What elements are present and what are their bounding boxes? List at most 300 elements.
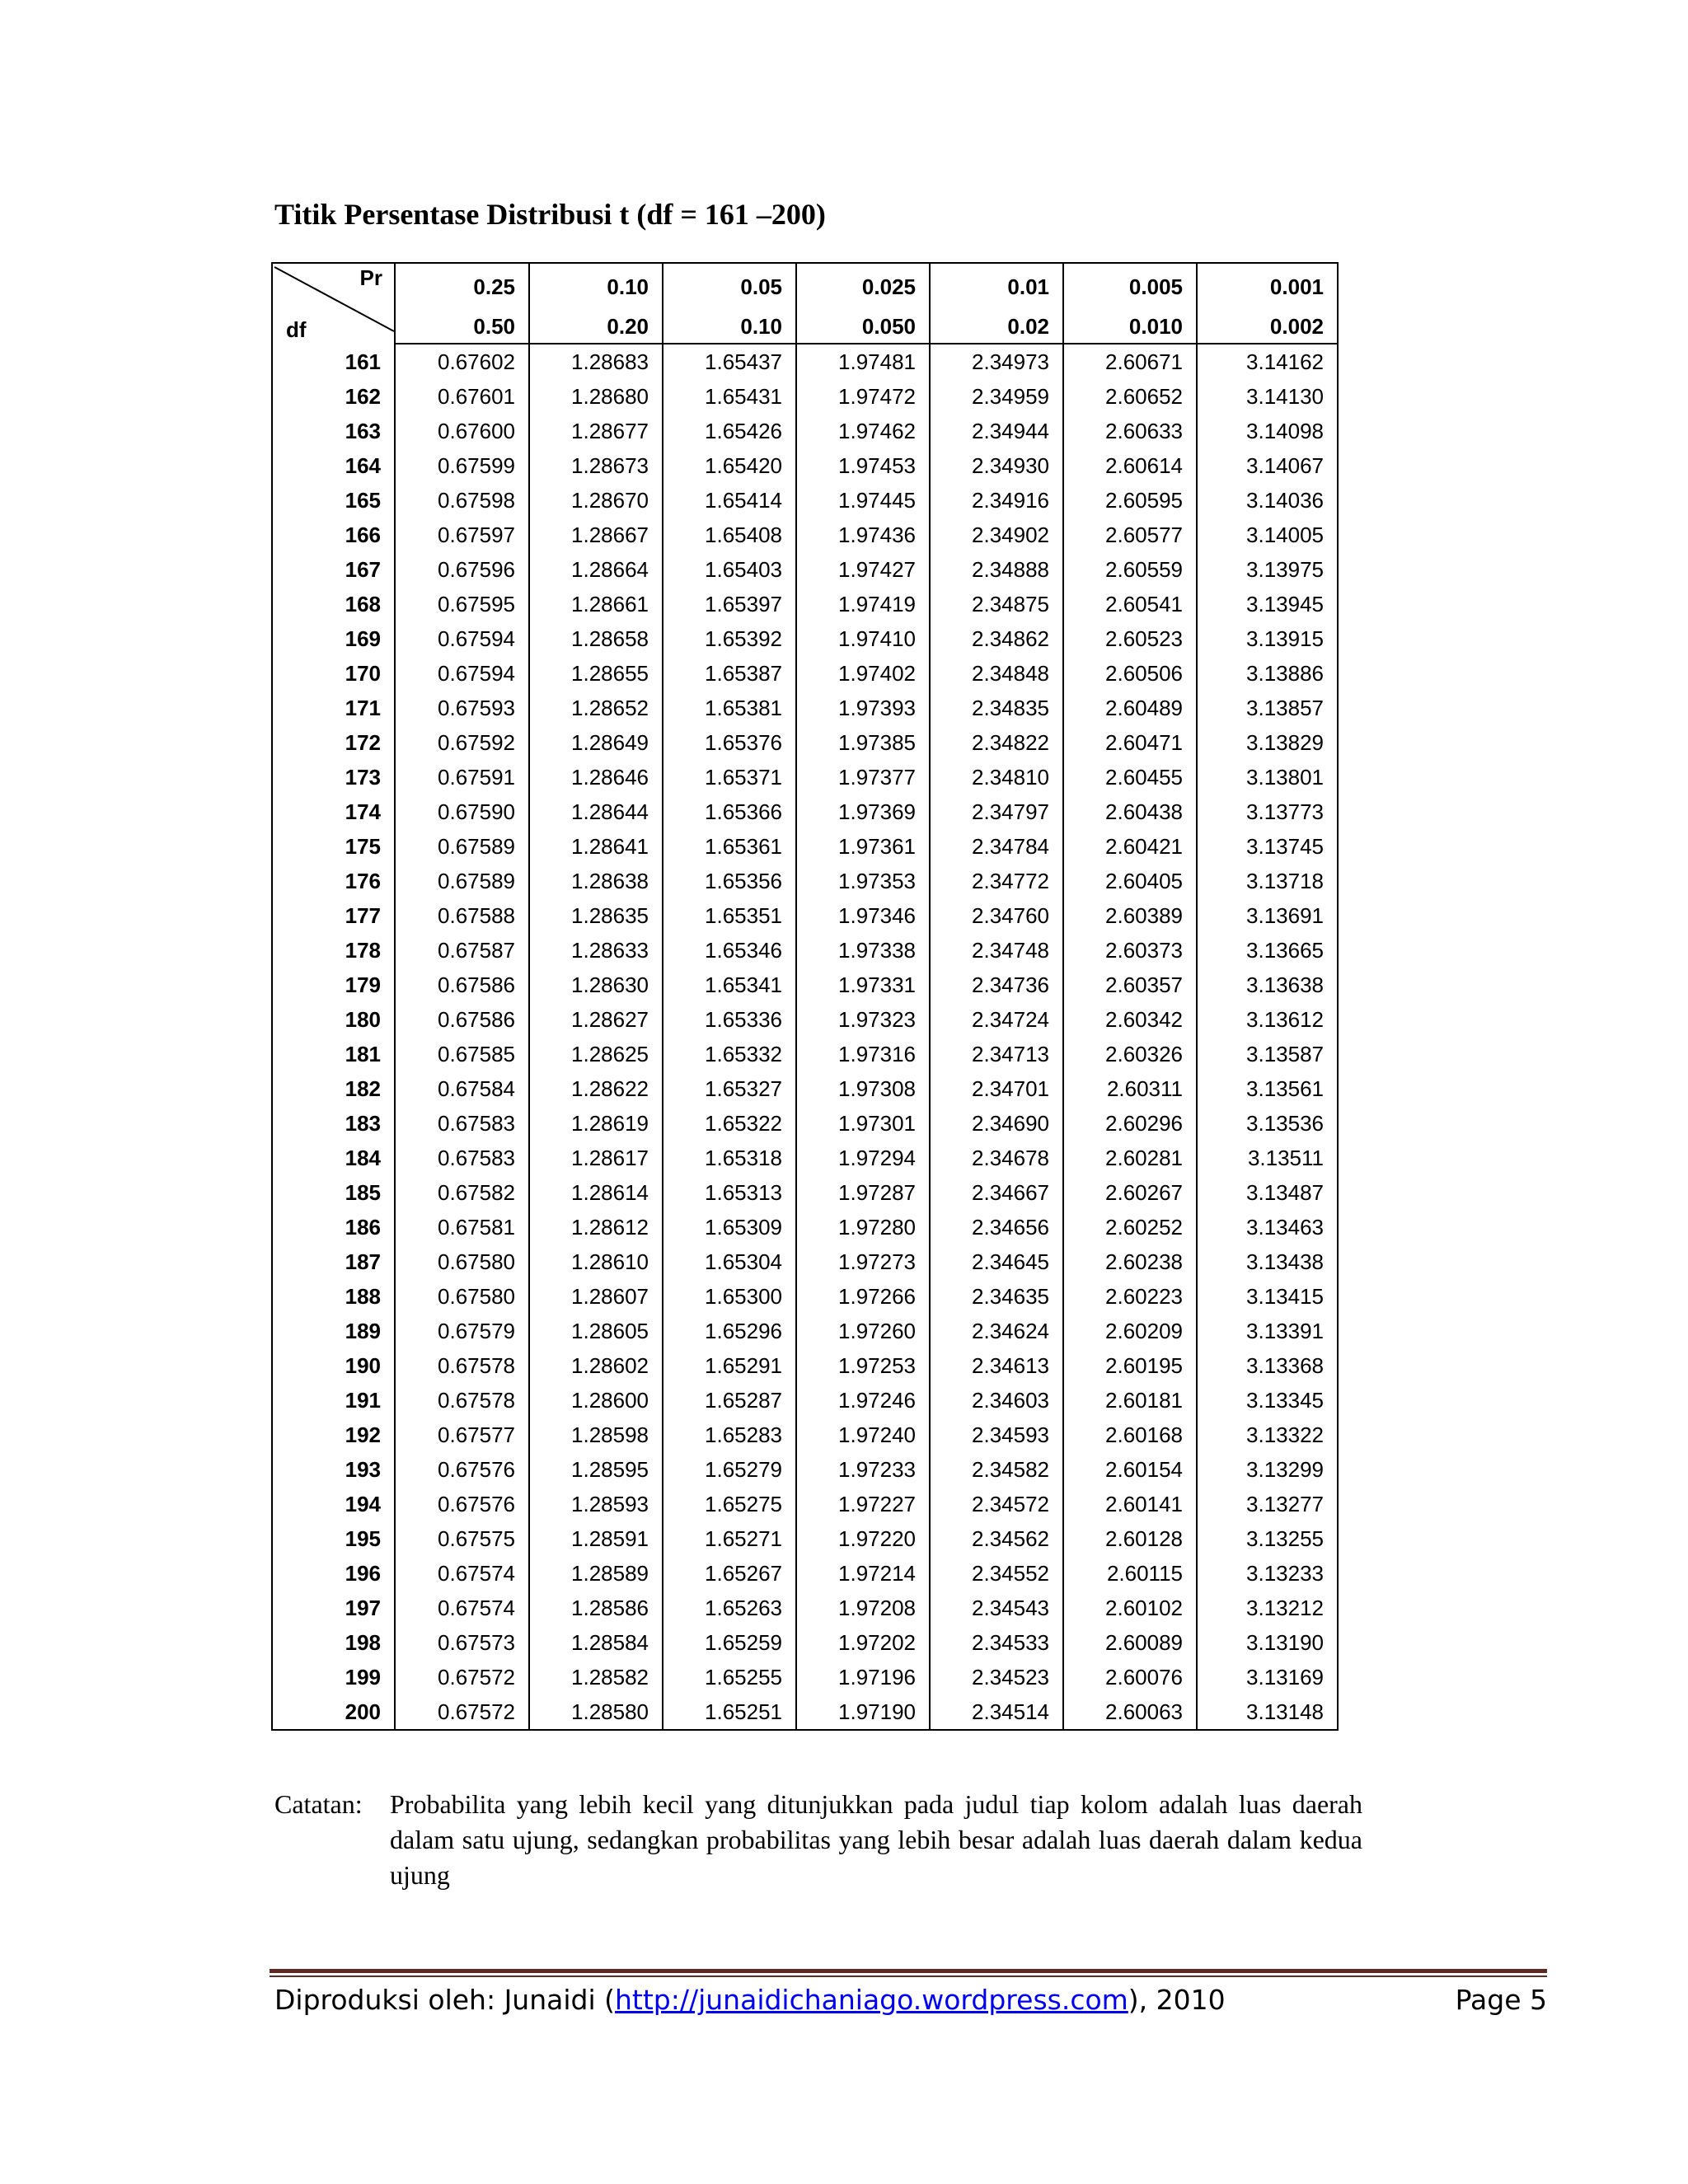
- pr-header-cell: 0.25: [395, 263, 529, 310]
- value-cell: 2.34875: [930, 587, 1063, 621]
- value-cell: 1.97220: [796, 1521, 930, 1556]
- value-cell: 1.97436: [796, 518, 930, 552]
- value-cell: 0.67583: [395, 1141, 529, 1175]
- table-body: [272, 344, 1338, 1730]
- value-cell: 2.34784: [930, 829, 1063, 864]
- df-cell: 173: [272, 760, 395, 794]
- value-cell: 1.97294: [796, 1141, 930, 1175]
- df-cell: 174: [272, 794, 395, 829]
- table-row: [272, 1383, 1338, 1418]
- value-cell: 1.65431: [663, 379, 796, 414]
- df-cell: 164: [272, 448, 395, 483]
- value-cell: 1.28584: [529, 1625, 663, 1660]
- df-cell: 181: [272, 1037, 395, 1071]
- value-cell: 1.65408: [663, 518, 796, 552]
- value-cell: 3.13801: [1197, 760, 1338, 794]
- value-cell: 2.60455: [1063, 760, 1197, 794]
- value-cell: 2.34930: [930, 448, 1063, 483]
- value-cell: 2.60209: [1063, 1314, 1197, 1348]
- value-cell: 1.28619: [529, 1106, 663, 1141]
- value-cell: 0.67589: [395, 829, 529, 864]
- table-row: [272, 414, 1338, 448]
- value-cell: 3.13169: [1197, 1660, 1338, 1694]
- value-cell: 2.60489: [1063, 691, 1197, 725]
- value-cell: 0.67578: [395, 1383, 529, 1418]
- value-cell: 2.60102: [1063, 1591, 1197, 1625]
- value-cell: 2.34572: [930, 1487, 1063, 1521]
- value-cell: 2.34822: [930, 725, 1063, 760]
- df-cell: 196: [272, 1556, 395, 1591]
- value-cell: 2.34944: [930, 414, 1063, 448]
- df-cell: 198: [272, 1625, 395, 1660]
- value-cell: 2.34888: [930, 552, 1063, 587]
- value-cell: 1.28655: [529, 656, 663, 691]
- df-cell: 189: [272, 1314, 395, 1348]
- value-cell: 2.60076: [1063, 1660, 1197, 1694]
- footer-rule: [270, 1969, 1547, 1977]
- value-cell: 0.67574: [395, 1591, 529, 1625]
- value-cell: 1.97190: [796, 1694, 930, 1730]
- value-cell: 2.60405: [1063, 864, 1197, 898]
- value-cell: 2.34973: [930, 344, 1063, 379]
- df-cell: 171: [272, 691, 395, 725]
- value-cell: 0.67575: [395, 1521, 529, 1556]
- t-distribution-table-container: [271, 262, 1337, 1731]
- value-cell: 1.65275: [663, 1487, 796, 1521]
- value-cell: 2.34902: [930, 518, 1063, 552]
- value-cell: 2.34667: [930, 1175, 1063, 1210]
- value-cell: 1.28614: [529, 1175, 663, 1210]
- value-cell: 1.97377: [796, 760, 930, 794]
- value-cell: 1.65279: [663, 1452, 796, 1487]
- value-cell: 1.97369: [796, 794, 930, 829]
- table-row: [272, 760, 1338, 794]
- value-cell: 1.28652: [529, 691, 663, 725]
- value-cell: 1.97253: [796, 1348, 930, 1383]
- table-row: [272, 725, 1338, 760]
- table-row: [272, 448, 1338, 483]
- value-cell: 2.34543: [930, 1591, 1063, 1625]
- value-cell: 2.34862: [930, 621, 1063, 656]
- value-cell: 1.97331: [796, 968, 930, 1002]
- value-cell: 2.60252: [1063, 1210, 1197, 1244]
- value-cell: 1.65403: [663, 552, 796, 587]
- value-cell: 1.97427: [796, 552, 930, 587]
- value-cell: 3.14098: [1197, 414, 1338, 448]
- value-cell: 1.97338: [796, 933, 930, 968]
- df-cell: 184: [272, 1141, 395, 1175]
- df-cell: 182: [272, 1071, 395, 1106]
- pr-header-cell: 0.01: [930, 263, 1063, 310]
- table-row: [272, 656, 1338, 691]
- value-cell: 1.65332: [663, 1037, 796, 1071]
- pr-header-cell: 0.02: [930, 310, 1063, 344]
- value-cell: 2.60342: [1063, 1002, 1197, 1037]
- value-cell: 1.97453: [796, 448, 930, 483]
- value-cell: 0.67580: [395, 1279, 529, 1314]
- value-cell: 1.97472: [796, 379, 930, 414]
- value-cell: 1.65351: [663, 898, 796, 933]
- value-cell: 2.60671: [1063, 344, 1197, 379]
- footer-link[interactable]: http://junaidichaniago.wordpress.com: [615, 1984, 1128, 2016]
- df-cell: 186: [272, 1210, 395, 1244]
- value-cell: 0.67595: [395, 587, 529, 621]
- footer-rule-thin: [270, 1975, 1547, 1977]
- value-cell: 1.97410: [796, 621, 930, 656]
- value-cell: 1.65397: [663, 587, 796, 621]
- value-cell: 1.65291: [663, 1348, 796, 1383]
- value-cell: 2.60541: [1063, 587, 1197, 621]
- value-cell: 1.28649: [529, 725, 663, 760]
- pr-header-cell: 0.20: [529, 310, 663, 344]
- value-cell: 3.13536: [1197, 1106, 1338, 1141]
- value-cell: 0.67601: [395, 379, 529, 414]
- value-cell: 0.67594: [395, 656, 529, 691]
- table-row: [272, 1037, 1338, 1071]
- table-row: [272, 794, 1338, 829]
- note-text: Probabilita yang lebih kecil yang ditunjukkan pada judul tiap kolom adalah luas daerah dalam satu ujung, sedangkan probabilitas yang lebih besar adalah luas daerah dalam kedua ujung: [390, 1789, 1362, 1890]
- value-cell: 3.13299: [1197, 1452, 1338, 1487]
- value-cell: 1.65341: [663, 968, 796, 1002]
- value-cell: 3.13745: [1197, 829, 1338, 864]
- value-cell: 1.65387: [663, 656, 796, 691]
- corner-label-pr: Pr: [359, 265, 382, 290]
- table-row: [272, 898, 1338, 933]
- value-cell: 3.13691: [1197, 898, 1338, 933]
- table-row: [272, 1452, 1338, 1487]
- value-cell: 3.14162: [1197, 344, 1338, 379]
- df-cell: 166: [272, 518, 395, 552]
- df-cell: 190: [272, 1348, 395, 1383]
- value-cell: 0.67586: [395, 1002, 529, 1037]
- table-row: [272, 1071, 1338, 1106]
- value-cell: 0.67602: [395, 344, 529, 379]
- value-cell: 1.97202: [796, 1625, 930, 1660]
- value-cell: 3.13857: [1197, 691, 1338, 725]
- value-cell: 2.60614: [1063, 448, 1197, 483]
- value-cell: 3.13487: [1197, 1175, 1338, 1210]
- value-cell: 0.67587: [395, 933, 529, 968]
- value-cell: 1.28607: [529, 1279, 663, 1314]
- df-cell: 172: [272, 725, 395, 760]
- value-cell: 1.28630: [529, 968, 663, 1002]
- value-cell: 1.28670: [529, 483, 663, 518]
- value-cell: 1.65287: [663, 1383, 796, 1418]
- value-cell: 3.13233: [1197, 1556, 1338, 1591]
- value-cell: 0.67598: [395, 483, 529, 518]
- value-cell: 3.14005: [1197, 518, 1338, 552]
- value-cell: 1.28598: [529, 1418, 663, 1452]
- value-cell: 2.34523: [930, 1660, 1063, 1694]
- value-cell: 1.28646: [529, 760, 663, 794]
- value-cell: 2.60389: [1063, 898, 1197, 933]
- value-cell: 1.65304: [663, 1244, 796, 1279]
- value-cell: 1.65361: [663, 829, 796, 864]
- value-cell: 3.13148: [1197, 1694, 1338, 1730]
- value-cell: 1.97301: [796, 1106, 930, 1141]
- value-cell: 1.28658: [529, 621, 663, 656]
- header-row-two-tail: [272, 310, 1338, 344]
- value-cell: 3.13773: [1197, 794, 1338, 829]
- value-cell: 1.28610: [529, 1244, 663, 1279]
- value-cell: 3.14036: [1197, 483, 1338, 518]
- df-cell: 194: [272, 1487, 395, 1521]
- value-cell: 0.67583: [395, 1106, 529, 1141]
- value-cell: 2.60357: [1063, 968, 1197, 1002]
- table-row: [272, 1002, 1338, 1037]
- table-row: [272, 621, 1338, 656]
- value-cell: 0.67577: [395, 1418, 529, 1452]
- value-cell: 1.28627: [529, 1002, 663, 1037]
- df-cell: 185: [272, 1175, 395, 1210]
- value-cell: 1.97240: [796, 1418, 930, 1452]
- value-cell: 1.28641: [529, 829, 663, 864]
- value-cell: 1.65356: [663, 864, 796, 898]
- table-row: [272, 1591, 1338, 1625]
- pr-header-cell: 0.50: [395, 310, 529, 344]
- value-cell: 1.65271: [663, 1521, 796, 1556]
- value-cell: 1.28580: [529, 1694, 663, 1730]
- df-cell: 176: [272, 864, 395, 898]
- value-cell: 1.65376: [663, 725, 796, 760]
- value-cell: 1.97445: [796, 483, 930, 518]
- value-cell: 2.34772: [930, 864, 1063, 898]
- value-cell: 0.67589: [395, 864, 529, 898]
- value-cell: 1.97233: [796, 1452, 930, 1487]
- value-cell: 3.13345: [1197, 1383, 1338, 1418]
- value-cell: 2.60181: [1063, 1383, 1197, 1418]
- table-row: [272, 587, 1338, 621]
- table-row: [272, 1210, 1338, 1244]
- value-cell: 2.60128: [1063, 1521, 1197, 1556]
- table-row: [272, 1660, 1338, 1694]
- value-cell: 2.34736: [930, 968, 1063, 1002]
- value-cell: 1.65420: [663, 448, 796, 483]
- value-cell: 3.13463: [1197, 1210, 1338, 1244]
- value-cell: 1.28595: [529, 1452, 663, 1487]
- value-cell: 2.60168: [1063, 1418, 1197, 1452]
- value-cell: 2.34603: [930, 1383, 1063, 1418]
- value-cell: 1.28622: [529, 1071, 663, 1106]
- df-cell: 161: [272, 344, 395, 379]
- value-cell: 3.13718: [1197, 864, 1338, 898]
- value-cell: 2.34713: [930, 1037, 1063, 1071]
- value-cell: 1.65283: [663, 1418, 796, 1452]
- df-cell: 187: [272, 1244, 395, 1279]
- value-cell: 0.67584: [395, 1071, 529, 1106]
- value-cell: 3.13665: [1197, 933, 1338, 968]
- value-cell: 2.60471: [1063, 725, 1197, 760]
- value-cell: 1.28633: [529, 933, 663, 968]
- table-row: [272, 552, 1338, 587]
- value-cell: 1.28593: [529, 1487, 663, 1521]
- value-cell: 1.28680: [529, 379, 663, 414]
- df-cell: 162: [272, 379, 395, 414]
- value-cell: 0.67580: [395, 1244, 529, 1279]
- value-cell: 1.65327: [663, 1071, 796, 1106]
- value-cell: 1.97419: [796, 587, 930, 621]
- value-cell: 3.13391: [1197, 1314, 1338, 1348]
- value-cell: 0.67573: [395, 1625, 529, 1660]
- value-cell: 2.34645: [930, 1244, 1063, 1279]
- value-cell: 1.65263: [663, 1591, 796, 1625]
- pr-header-cell: 0.10: [663, 310, 796, 344]
- value-cell: 2.60438: [1063, 794, 1197, 829]
- value-cell: 1.97214: [796, 1556, 930, 1591]
- value-cell: 0.67597: [395, 518, 529, 552]
- corner-label-df: df: [286, 317, 307, 342]
- value-cell: 2.60296: [1063, 1106, 1197, 1141]
- value-cell: 2.60281: [1063, 1141, 1197, 1175]
- value-cell: 1.97260: [796, 1314, 930, 1348]
- df-cell: 169: [272, 621, 395, 656]
- value-cell: 0.67572: [395, 1660, 529, 1694]
- value-cell: 1.97208: [796, 1591, 930, 1625]
- value-cell: 1.28625: [529, 1037, 663, 1071]
- pr-header-cell: 0.005: [1063, 263, 1197, 310]
- df-cell: 168: [272, 587, 395, 621]
- value-cell: 3.13415: [1197, 1279, 1338, 1314]
- value-cell: 2.60115: [1063, 1556, 1197, 1591]
- value-cell: 1.65267: [663, 1556, 796, 1591]
- value-cell: 0.67576: [395, 1487, 529, 1521]
- table-row: [272, 1314, 1338, 1348]
- value-cell: 0.67578: [395, 1348, 529, 1383]
- value-cell: 1.65414: [663, 483, 796, 518]
- df-cell: 188: [272, 1279, 395, 1314]
- value-cell: 1.65437: [663, 344, 796, 379]
- value-cell: 1.28617: [529, 1141, 663, 1175]
- df-cell: 193: [272, 1452, 395, 1487]
- table-row: [272, 1244, 1338, 1279]
- value-cell: 1.97280: [796, 1210, 930, 1244]
- value-cell: 1.97481: [796, 344, 930, 379]
- value-cell: 1.97273: [796, 1244, 930, 1279]
- value-cell: 0.67579: [395, 1314, 529, 1348]
- df-cell: 179: [272, 968, 395, 1002]
- value-cell: 1.65251: [663, 1694, 796, 1730]
- value-cell: 2.34593: [930, 1418, 1063, 1452]
- value-cell: 3.13638: [1197, 968, 1338, 1002]
- pr-header-cell: 0.05: [663, 263, 796, 310]
- value-cell: 2.34835: [930, 691, 1063, 725]
- table-row: [272, 1175, 1338, 1210]
- value-cell: 0.67588: [395, 898, 529, 933]
- value-cell: 1.97402: [796, 656, 930, 691]
- value-cell: 1.65259: [663, 1625, 796, 1660]
- value-cell: 2.60506: [1063, 656, 1197, 691]
- value-cell: 2.60559: [1063, 552, 1197, 587]
- value-cell: 1.65313: [663, 1175, 796, 1210]
- value-cell: 1.97393: [796, 691, 930, 725]
- pr-header-cell: 0.050: [796, 310, 930, 344]
- value-cell: 1.28612: [529, 1210, 663, 1244]
- value-cell: 1.97323: [796, 1002, 930, 1037]
- value-cell: 0.67594: [395, 621, 529, 656]
- value-cell: 2.60595: [1063, 483, 1197, 518]
- value-cell: 0.67581: [395, 1210, 529, 1244]
- value-cell: 2.34582: [930, 1452, 1063, 1487]
- value-cell: 0.67596: [395, 552, 529, 587]
- value-cell: 2.60326: [1063, 1037, 1197, 1071]
- value-cell: 1.65336: [663, 1002, 796, 1037]
- value-cell: 1.65309: [663, 1210, 796, 1244]
- value-cell: 2.60421: [1063, 829, 1197, 864]
- value-cell: 3.13829: [1197, 725, 1338, 760]
- value-cell: 1.28677: [529, 414, 663, 448]
- note-label: Catatan:: [274, 1789, 363, 1819]
- pr-header-cell: 0.010: [1063, 310, 1197, 344]
- df-cell: 163: [272, 414, 395, 448]
- value-cell: 1.97346: [796, 898, 930, 933]
- df-cell: 175: [272, 829, 395, 864]
- value-cell: 2.60523: [1063, 621, 1197, 656]
- value-cell: 1.65322: [663, 1106, 796, 1141]
- value-cell: 0.67590: [395, 794, 529, 829]
- value-cell: 2.60089: [1063, 1625, 1197, 1660]
- value-cell: 0.67600: [395, 414, 529, 448]
- value-cell: 1.65426: [663, 414, 796, 448]
- value-cell: 2.34797: [930, 794, 1063, 829]
- pr-header-cell: 0.025: [796, 263, 930, 310]
- df-cell: 183: [272, 1106, 395, 1141]
- t-distribution-table: [271, 262, 1339, 1731]
- value-cell: 2.34701: [930, 1071, 1063, 1106]
- df-cell: 165: [272, 483, 395, 518]
- value-cell: 0.67599: [395, 448, 529, 483]
- table-row: [272, 1556, 1338, 1591]
- value-cell: 2.34690: [930, 1106, 1063, 1141]
- value-cell: 3.13945: [1197, 587, 1338, 621]
- value-cell: 1.65318: [663, 1141, 796, 1175]
- df-cell: 192: [272, 1418, 395, 1452]
- value-cell: 0.67586: [395, 968, 529, 1002]
- pr-header-cell: 0.001: [1197, 263, 1338, 310]
- df-cell: 170: [272, 656, 395, 691]
- value-cell: 3.13511: [1197, 1141, 1338, 1175]
- value-cell: 1.97246: [796, 1383, 930, 1418]
- value-cell: 0.67593: [395, 691, 529, 725]
- value-cell: 1.97266: [796, 1279, 930, 1314]
- value-cell: 3.13255: [1197, 1521, 1338, 1556]
- value-cell: 1.97316: [796, 1037, 930, 1071]
- value-cell: 1.97227: [796, 1487, 930, 1521]
- value-cell: 1.28582: [529, 1660, 663, 1694]
- value-cell: 2.60267: [1063, 1175, 1197, 1210]
- df-cell: 195: [272, 1521, 395, 1556]
- df-cell: 197: [272, 1591, 395, 1625]
- page-number: Page 5: [1455, 1984, 1547, 2016]
- table-row: [272, 1521, 1338, 1556]
- value-cell: 2.60373: [1063, 933, 1197, 968]
- value-cell: 1.28638: [529, 864, 663, 898]
- value-cell: 1.28589: [529, 1556, 663, 1591]
- footer-suffix: ), 2010: [1128, 1984, 1226, 2016]
- value-cell: 2.60652: [1063, 379, 1197, 414]
- table-row: [272, 1348, 1338, 1383]
- df-cell: 178: [272, 933, 395, 968]
- table-row: [272, 483, 1338, 518]
- value-cell: 3.13438: [1197, 1244, 1338, 1279]
- value-cell: 0.67592: [395, 725, 529, 760]
- value-cell: 0.67572: [395, 1694, 529, 1730]
- value-cell: 1.28635: [529, 898, 663, 933]
- df-cell: 191: [272, 1383, 395, 1418]
- value-cell: 1.28673: [529, 448, 663, 483]
- pr-header-cell: 0.10: [529, 263, 663, 310]
- value-cell: 3.13561: [1197, 1071, 1338, 1106]
- value-cell: 3.13190: [1197, 1625, 1338, 1660]
